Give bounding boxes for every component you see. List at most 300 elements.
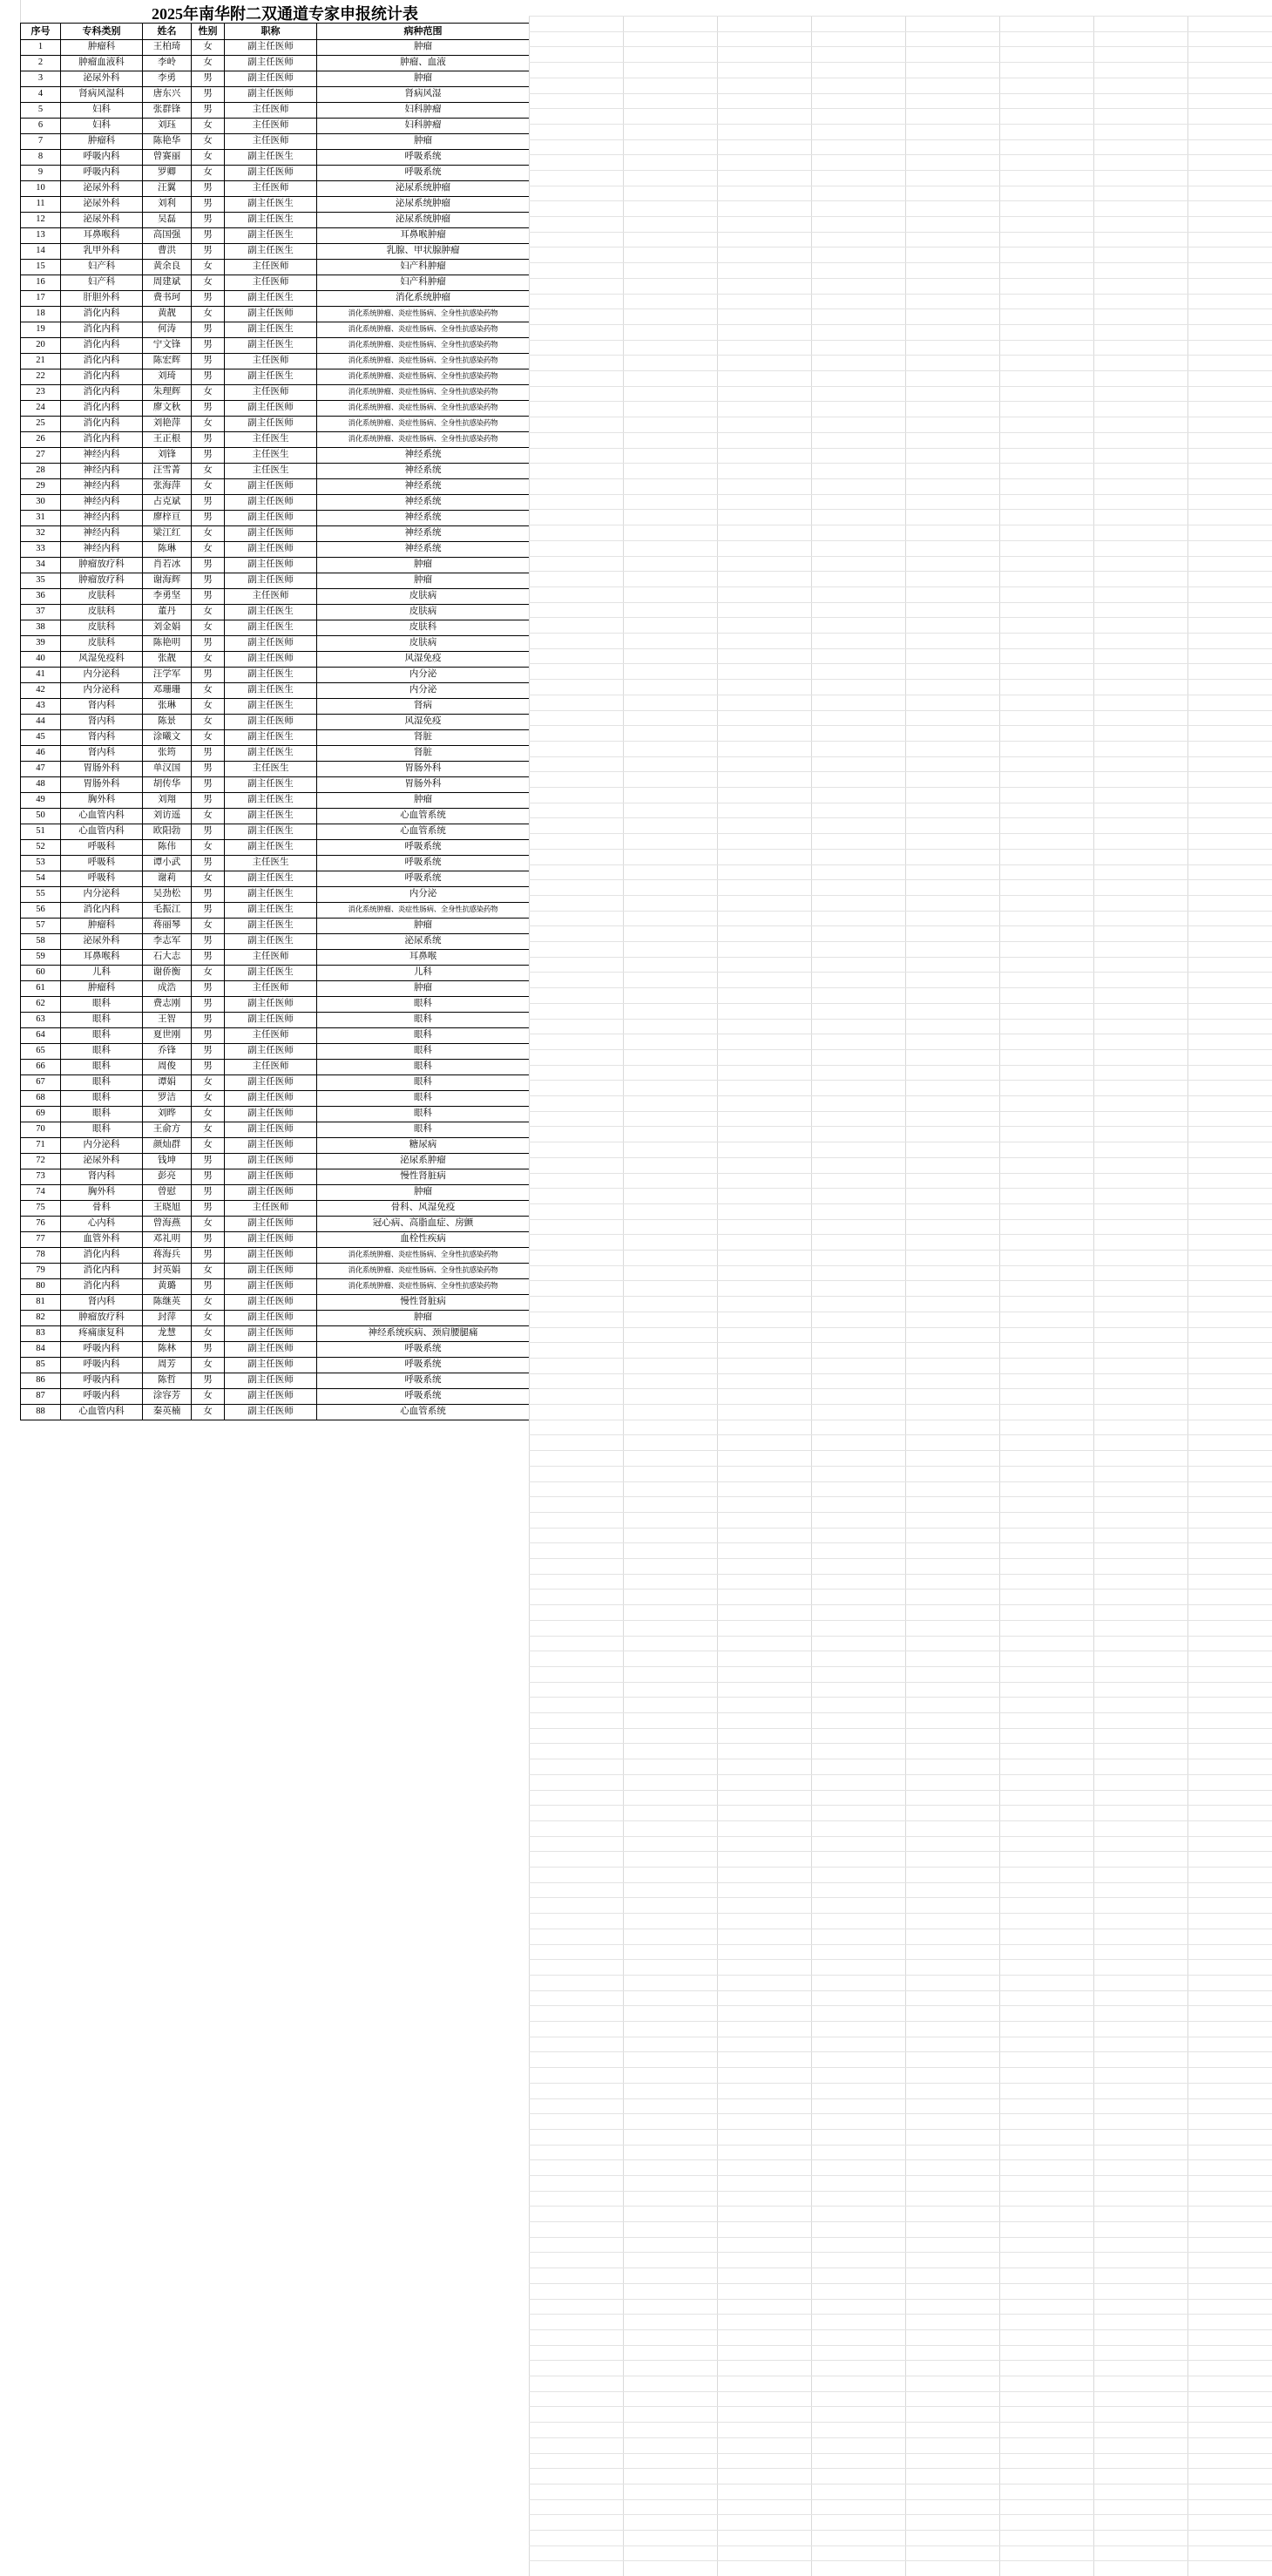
cell-scope: 眼科 (317, 1107, 530, 1122)
cell-scope: 妇产科肿瘤 (317, 260, 530, 275)
cell-name: 张筠 (143, 746, 192, 762)
cell-scope: 内分泌 (317, 887, 530, 903)
cell-dept: 风湿免疫科 (61, 652, 143, 668)
grid-row-line (529, 2159, 1272, 2160)
table-row (21, 699, 530, 715)
cell-sex: 女 (192, 479, 225, 495)
cell-dept: 消化内科 (61, 401, 143, 417)
cell-scope: 心血管系统 (317, 809, 530, 824)
cell-no: 4 (21, 87, 61, 103)
cell-title: 副主任医师 (225, 1075, 317, 1091)
table-row (21, 1405, 530, 1420)
cell-dept: 呼吸内科 (61, 1358, 143, 1373)
cell-scope: 呼吸系统 (317, 1389, 530, 1405)
grid-row-line (529, 1203, 1272, 1204)
cell-scope: 消化系统肿瘤、炎症性肠病、全身性抗感染药物 (317, 354, 530, 369)
cell-title: 副主任医生 (225, 903, 317, 919)
cell-title: 副主任医师 (225, 1169, 317, 1185)
table-row (21, 1201, 530, 1217)
cell-no: 77 (21, 1232, 61, 1248)
cell-name: 吴磊 (143, 213, 192, 228)
cell-dept: 神经内科 (61, 448, 143, 464)
column-header-name: 姓名 (143, 24, 192, 40)
grid-row-line (529, 756, 1272, 757)
cell-scope: 眼科 (317, 1060, 530, 1075)
grid-row-line (529, 787, 1272, 788)
cell-name: 王正根 (143, 432, 192, 448)
cell-title: 副主任医生 (225, 213, 317, 228)
cell-name: 张琳 (143, 699, 192, 715)
cell-name: 曹洪 (143, 244, 192, 260)
cell-name: 罗卿 (143, 166, 192, 181)
grid-row-line (529, 278, 1272, 279)
cell-sex: 男 (192, 71, 225, 87)
cell-no: 25 (21, 417, 61, 432)
cell-no: 54 (21, 871, 61, 887)
cell-no: 68 (21, 1091, 61, 1107)
cell-title: 副主任医生 (225, 228, 317, 244)
grid-column-line (1093, 16, 1094, 2576)
cell-no: 73 (21, 1169, 61, 1185)
cell-name: 费书珂 (143, 291, 192, 307)
table-row (21, 134, 530, 150)
grid-row-line (529, 1790, 1272, 1791)
grid-row-line (529, 1450, 1272, 1451)
cell-title: 副主任医师 (225, 1044, 317, 1060)
grid-row-line (529, 1897, 1272, 1898)
table-row (21, 1013, 530, 1028)
cell-sex: 男 (192, 903, 225, 919)
cell-sex: 男 (192, 291, 225, 307)
cell-title: 主任医生 (225, 464, 317, 479)
cell-name: 黄余良 (143, 260, 192, 275)
cell-name: 黄靓 (143, 307, 192, 322)
cell-name: 李志军 (143, 934, 192, 950)
cell-scope: 眼科 (317, 997, 530, 1013)
grid-row-line (529, 2191, 1272, 2192)
cell-scope: 消化系统肿瘤、炎症性肠病、全身性抗感染药物 (317, 307, 530, 322)
cell-sex: 男 (192, 511, 225, 526)
cell-title: 副主任医生 (225, 197, 317, 213)
grid-row-line (529, 294, 1272, 295)
column-header-sex: 性别 (192, 24, 225, 40)
cell-scope: 妇科肿瘤 (317, 103, 530, 119)
cell-title: 副主任医师 (225, 1389, 317, 1405)
cell-no: 28 (21, 464, 61, 479)
cell-no: 19 (21, 322, 61, 338)
grid-row-line (529, 1342, 1272, 1343)
grid-row-line (529, 448, 1272, 449)
cell-no: 70 (21, 1122, 61, 1138)
cell-no: 16 (21, 275, 61, 291)
cell-sex: 男 (192, 228, 225, 244)
cell-scope: 肾病风湿 (317, 87, 530, 103)
cell-name: 刘利 (143, 197, 192, 213)
grid-row-line (529, 370, 1272, 371)
cell-name: 汪翼 (143, 181, 192, 197)
cell-no: 39 (21, 636, 61, 652)
cell-scope: 神经系统 (317, 464, 530, 479)
cell-sex: 男 (192, 244, 225, 260)
cell-title: 副主任医师 (225, 1279, 317, 1295)
cell-sex: 女 (192, 542, 225, 558)
cell-name: 单汉国 (143, 762, 192, 777)
table-header-row (21, 24, 530, 40)
cell-scope: 儿科 (317, 966, 530, 981)
table-row (21, 1373, 530, 1389)
grid-row-line (529, 2545, 1272, 2546)
table-row (21, 495, 530, 511)
cell-scope: 肿瘤、血液 (317, 56, 530, 71)
cell-title: 副主任医师 (225, 558, 317, 573)
cell-title: 主任医师 (225, 260, 317, 275)
grid-row-line (529, 2468, 1272, 2469)
cell-title: 副主任医师 (225, 1154, 317, 1169)
table-row (21, 385, 530, 401)
table-row (21, 981, 530, 997)
cell-scope: 呼吸系统 (317, 856, 530, 871)
cell-dept: 眼科 (61, 1107, 143, 1122)
cell-title: 副主任医生 (225, 730, 317, 746)
cell-sex: 男 (192, 668, 225, 683)
grid-row-line (529, 1065, 1272, 1066)
cell-no: 60 (21, 966, 61, 981)
table-row (21, 558, 530, 573)
cell-title: 副主任医生 (225, 699, 317, 715)
cell-scope: 耳鼻喉肿瘤 (317, 228, 530, 244)
cell-title: 副主任医生 (225, 150, 317, 166)
cell-sex: 男 (192, 856, 225, 871)
cell-scope: 呼吸系统 (317, 166, 530, 181)
grid-row-line (529, 1250, 1272, 1251)
cell-no: 76 (21, 1217, 61, 1232)
table-row (21, 150, 530, 166)
cell-name: 欧阳勃 (143, 824, 192, 840)
grid-row-line (529, 895, 1272, 896)
grid-row-line (529, 957, 1272, 958)
cell-name: 蒋海兵 (143, 1248, 192, 1264)
cell-no: 86 (21, 1373, 61, 1389)
cell-title: 副主任医师 (225, 1358, 317, 1373)
table-row (21, 652, 530, 668)
grid-row-line (529, 2083, 1272, 2084)
table-row (21, 1107, 530, 1122)
cell-sex: 男 (192, 887, 225, 903)
cell-name: 龙慧 (143, 1326, 192, 1342)
cell-title: 副主任医师 (225, 495, 317, 511)
grid-row-line (529, 1188, 1272, 1189)
cell-dept: 心血管内科 (61, 1405, 143, 1420)
cell-dept: 神经内科 (61, 511, 143, 526)
grid-row-line (529, 2499, 1272, 2500)
cell-dept: 消化内科 (61, 369, 143, 385)
grid-row-line (529, 1003, 1272, 1004)
grid-row-line (529, 1095, 1272, 1096)
table-row (21, 511, 530, 526)
cell-dept: 妇产科 (61, 275, 143, 291)
cell-no: 88 (21, 1405, 61, 1420)
cell-name: 周俊 (143, 1060, 192, 1075)
table-row (21, 479, 530, 495)
cell-name: 夏世刚 (143, 1028, 192, 1044)
cell-title: 副主任医师 (225, 1248, 317, 1264)
cell-no: 84 (21, 1342, 61, 1358)
cell-title: 副主任医师 (225, 479, 317, 495)
column-header-scope: 病种范围 (317, 24, 530, 40)
cell-sex: 男 (192, 558, 225, 573)
cell-dept: 泌尿外科 (61, 71, 143, 87)
cell-sex: 男 (192, 354, 225, 369)
cell-name: 汪雪菁 (143, 464, 192, 479)
cell-dept: 耳鼻喉科 (61, 228, 143, 244)
grid-row-line (529, 571, 1272, 572)
cell-title: 主任医师 (225, 354, 317, 369)
table-row (21, 1169, 530, 1185)
cell-no: 56 (21, 903, 61, 919)
table-row (21, 1028, 530, 1044)
cell-name: 胡传华 (143, 777, 192, 793)
cell-dept: 泌尿外科 (61, 934, 143, 950)
table-row (21, 1091, 530, 1107)
grid-row-line (529, 710, 1272, 711)
table-row (21, 526, 530, 542)
grid-row-line (529, 1867, 1272, 1868)
cell-title: 副主任医生 (225, 291, 317, 307)
cell-no: 69 (21, 1107, 61, 1122)
cell-title: 副主任医生 (225, 683, 317, 699)
cell-title: 副主任医师 (225, 997, 317, 1013)
cell-sex: 女 (192, 307, 225, 322)
grid-row-line (529, 401, 1272, 402)
grid-row-line (529, 1157, 1272, 1158)
cell-sex: 女 (192, 809, 225, 824)
cell-no: 43 (21, 699, 61, 715)
cell-dept: 眼科 (61, 1028, 143, 1044)
grid-row-line (529, 2391, 1272, 2392)
grid-row-line (529, 340, 1272, 341)
table-row (21, 260, 530, 275)
cell-name: 陈哲 (143, 1373, 192, 1389)
cell-scope: 消化系统肿瘤、炎症性肠病、全身性抗感染药物 (317, 903, 530, 919)
cell-scope: 泌尿系统肿瘤 (317, 181, 530, 197)
grid-row-line (529, 139, 1272, 140)
cell-dept: 消化内科 (61, 1279, 143, 1295)
cell-no: 26 (21, 432, 61, 448)
cell-name: 谢海辉 (143, 573, 192, 589)
cell-no: 30 (21, 495, 61, 511)
cell-sex: 男 (192, 181, 225, 197)
cell-scope: 神经系统 (317, 526, 530, 542)
table-row (21, 919, 530, 934)
cell-title: 副主任医生 (225, 338, 317, 354)
cell-scope: 肿瘤 (317, 134, 530, 150)
cell-dept: 神经内科 (61, 479, 143, 495)
table-row (21, 793, 530, 809)
cell-no: 50 (21, 809, 61, 824)
grid-row-line (529, 1959, 1272, 1960)
cell-scope: 肿瘤 (317, 1311, 530, 1326)
cell-sex: 男 (192, 1279, 225, 1295)
table-row (21, 1060, 530, 1075)
cell-title: 主任医师 (225, 134, 317, 150)
cell-title: 副主任医师 (225, 1185, 317, 1201)
grid-row-line (529, 200, 1272, 201)
table-row (21, 228, 530, 244)
grid-row-line (529, 1542, 1272, 1543)
table-body (21, 40, 530, 1420)
cell-dept: 心内科 (61, 1217, 143, 1232)
cell-sex: 男 (192, 432, 225, 448)
cell-name: 黄璐 (143, 1279, 192, 1295)
cell-dept: 肿瘤科 (61, 919, 143, 934)
cell-no: 37 (21, 605, 61, 620)
grid-row-line (529, 1620, 1272, 1621)
cell-sex: 男 (192, 448, 225, 464)
grid-row-line (529, 355, 1272, 356)
cell-sex: 女 (192, 683, 225, 699)
table-row (21, 1358, 530, 1373)
cell-sex: 女 (192, 1326, 225, 1342)
cell-name: 刘翔 (143, 793, 192, 809)
cell-scope: 消化系统肿瘤、炎症性肠病、全身性抗感染药物 (317, 338, 530, 354)
cell-title: 副主任医生 (225, 668, 317, 683)
cell-title: 主任医师 (225, 1028, 317, 1044)
table-row (21, 809, 530, 824)
table-row (21, 1232, 530, 1248)
grid-row-line (529, 2221, 1272, 2222)
grid-row-line (529, 2005, 1272, 2006)
cell-dept: 妇科 (61, 119, 143, 134)
cell-dept: 皮肤科 (61, 636, 143, 652)
grid-row-line (529, 1636, 1272, 1637)
cell-name: 李勇坚 (143, 589, 192, 605)
cell-sex: 女 (192, 260, 225, 275)
cell-title: 副主任医师 (225, 526, 317, 542)
cell-title: 副主任医生 (225, 244, 317, 260)
cell-sex: 男 (192, 934, 225, 950)
table-row (21, 354, 530, 369)
cell-scope: 肿瘤 (317, 981, 530, 997)
cell-dept: 泌尿外科 (61, 1154, 143, 1169)
table-row (21, 322, 530, 338)
cell-scope: 肿瘤 (317, 71, 530, 87)
grid-row-line (529, 925, 1272, 926)
table-row (21, 1326, 530, 1342)
cell-scope: 肿瘤 (317, 793, 530, 809)
cell-name: 毛振江 (143, 903, 192, 919)
cell-name: 曾慰 (143, 1185, 192, 1201)
grid-row-line (529, 1589, 1272, 1590)
cell-scope: 眼科 (317, 1044, 530, 1060)
cell-title: 主任医生 (225, 856, 317, 871)
cell-title: 主任医生 (225, 762, 317, 777)
cell-no: 67 (21, 1075, 61, 1091)
cell-title: 副主任医生 (225, 793, 317, 809)
grid-row-line (529, 308, 1272, 309)
grid-row-line (529, 648, 1272, 649)
grid-row-line (529, 2067, 1272, 2068)
cell-title: 主任医师 (225, 181, 317, 197)
cell-no: 29 (21, 479, 61, 495)
cell-sex: 女 (192, 417, 225, 432)
cell-no: 22 (21, 369, 61, 385)
cell-no: 36 (21, 589, 61, 605)
cell-sex: 女 (192, 652, 225, 668)
cell-dept: 泌尿外科 (61, 213, 143, 228)
table-row (21, 746, 530, 762)
grid-row-line (529, 1682, 1272, 1683)
cell-sex: 男 (192, 1060, 225, 1075)
cell-name: 李勇 (143, 71, 192, 87)
page-title: 2025年南华附二双通道专家申报统计表 (152, 5, 418, 23)
cell-sex: 女 (192, 1389, 225, 1405)
grid-row-line (529, 2299, 1272, 2300)
cell-scope: 肾病 (317, 699, 530, 715)
cell-no: 74 (21, 1185, 61, 1201)
cell-scope: 内分泌 (317, 668, 530, 683)
grid-row-line (529, 1944, 1272, 1945)
cell-name: 何涛 (143, 322, 192, 338)
grid-row-line (529, 2422, 1272, 2423)
cell-title: 副主任医师 (225, 1264, 317, 1279)
cell-name: 陈继英 (143, 1295, 192, 1311)
grid-row-line (529, 2283, 1272, 2284)
cell-scope: 肾脏 (317, 730, 530, 746)
cell-sex: 女 (192, 56, 225, 71)
cell-dept: 肾内科 (61, 1169, 143, 1185)
cell-no: 55 (21, 887, 61, 903)
cell-sex: 男 (192, 1185, 225, 1201)
cell-dept: 消化内科 (61, 385, 143, 401)
cell-scope: 消化系统肿瘤 (317, 291, 530, 307)
cell-dept: 肿瘤放疗科 (61, 558, 143, 573)
cell-dept: 眼科 (61, 1044, 143, 1060)
cell-name: 王晓旭 (143, 1201, 192, 1217)
grid-row-line (529, 1173, 1272, 1174)
cell-dept: 泌尿外科 (61, 181, 143, 197)
cell-no: 75 (21, 1201, 61, 1217)
cell-dept: 皮肤科 (61, 589, 143, 605)
grid-row-line (529, 2113, 1272, 2114)
cell-no: 81 (21, 1295, 61, 1311)
cell-name: 蒋丽琴 (143, 919, 192, 934)
cell-sex: 男 (192, 997, 225, 1013)
grid-row-line (529, 2514, 1272, 2515)
grid-row-line (529, 1712, 1272, 1713)
grid-row-line (529, 1296, 1272, 1297)
cell-no: 8 (21, 150, 61, 166)
grid-row-line (529, 2314, 1272, 2315)
grid-row-line (529, 1558, 1272, 1559)
grid-row-line (529, 1434, 1272, 1435)
grid-row-line (529, 494, 1272, 495)
grid-row-line (529, 478, 1272, 479)
cell-sex: 女 (192, 966, 225, 981)
cell-dept: 肝胆外科 (61, 291, 143, 307)
cell-sex: 女 (192, 1122, 225, 1138)
cell-sex: 女 (192, 166, 225, 181)
grid-row-line (529, 2360, 1272, 2361)
cell-no: 33 (21, 542, 61, 558)
cell-scope: 呼吸系统 (317, 1358, 530, 1373)
cell-title: 副主任医师 (225, 71, 317, 87)
table-row (21, 777, 530, 793)
cell-no: 53 (21, 856, 61, 871)
grid-row-line (529, 2453, 1272, 2454)
cell-title: 副主任医师 (225, 1122, 317, 1138)
cell-title: 副主任医师 (225, 1138, 317, 1154)
cell-name: 王俞方 (143, 1122, 192, 1138)
